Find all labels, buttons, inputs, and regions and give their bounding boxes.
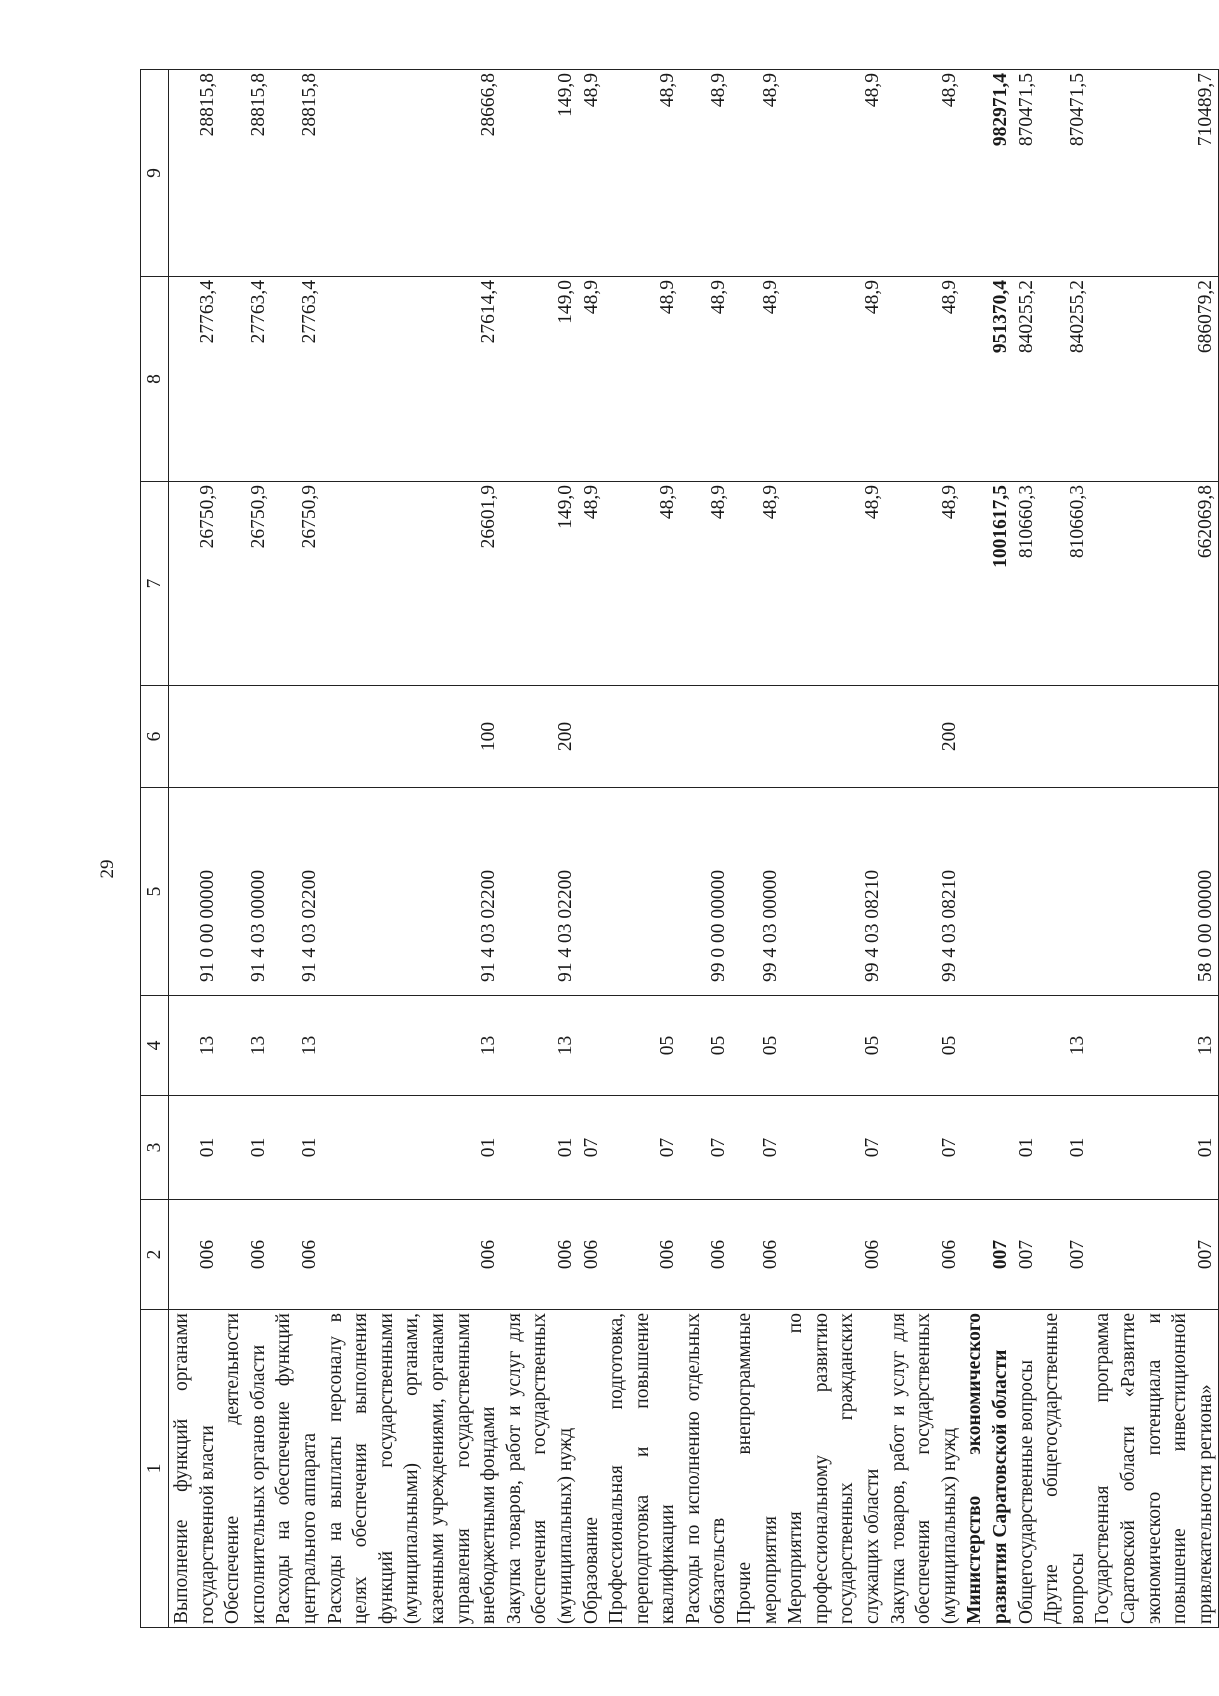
table-body bbox=[169, 70, 1219, 1628]
amount-year2-cell: 48,9 bbox=[783, 277, 885, 482]
expense-type-cell bbox=[579, 686, 605, 788]
target-article-cell: 99 4 03 08210 bbox=[783, 788, 885, 996]
expense-type-cell bbox=[1090, 686, 1218, 788]
table-row bbox=[1039, 70, 1090, 1628]
row-name-cell: Другие общегосударственные вопросы bbox=[1039, 1310, 1090, 1628]
amount-year2-cell: 27763,4 bbox=[271, 277, 322, 482]
column-header: 9 bbox=[141, 70, 169, 277]
amount-year3-cell: 48,9 bbox=[579, 70, 605, 277]
table-row bbox=[169, 70, 221, 1628]
amount-year3-cell: 28815,8 bbox=[271, 70, 322, 277]
table-row bbox=[579, 70, 605, 1628]
amount-year3-cell: 28815,8 bbox=[169, 70, 221, 277]
ministry-code-cell: 007 bbox=[1014, 1200, 1040, 1310]
column-header: 5 bbox=[141, 788, 169, 996]
section-code-cell: 01 bbox=[1014, 1096, 1040, 1200]
subsection-code-cell bbox=[1014, 996, 1040, 1096]
expense-type-cell: 200 bbox=[886, 686, 963, 788]
row-name-cell: Общегосударственные вопросы bbox=[1014, 1310, 1040, 1628]
amount-year1-cell: 26750,9 bbox=[169, 482, 221, 686]
section-code-cell: 01 bbox=[502, 1096, 579, 1200]
amount-year1-cell: 810660,3 bbox=[1014, 482, 1040, 686]
table-row bbox=[886, 70, 963, 1628]
expense-type-cell bbox=[962, 686, 1013, 788]
ministry-code-cell: 006 bbox=[681, 1200, 732, 1310]
amount-year3-cell: 710489,7 bbox=[1090, 70, 1218, 277]
amount-year1-cell: 26601,9 bbox=[323, 482, 502, 686]
subsection-code-cell: 05 bbox=[783, 996, 885, 1096]
ministry-code-cell: 006 bbox=[783, 1200, 885, 1310]
table-row bbox=[220, 70, 271, 1628]
ministry-code-cell: 006 bbox=[579, 1200, 605, 1310]
row-name-cell: Расходы на выплаты персоналу в целях обеспечения выполнения функций государственными (муниципальными) органами, казенными учреждениями, органами управления государственными внебюджетными фондами bbox=[323, 1310, 502, 1628]
amount-year2-cell: 840255,2 bbox=[1039, 277, 1090, 482]
ministry-code-cell: 006 bbox=[502, 1200, 579, 1310]
table-row bbox=[604, 70, 681, 1628]
row-name-cell: Образование bbox=[579, 1310, 605, 1628]
target-article-cell bbox=[962, 788, 1013, 996]
amount-year2-cell: 48,9 bbox=[886, 277, 963, 482]
column-header: 6 bbox=[141, 686, 169, 788]
amount-year2-cell: 27614,4 bbox=[323, 277, 502, 482]
amount-year2-cell: 686079,2 bbox=[1090, 277, 1218, 482]
expense-type-cell bbox=[220, 686, 271, 788]
section-code-cell: 07 bbox=[886, 1096, 963, 1200]
target-article-cell: 91 4 03 02200 bbox=[502, 788, 579, 996]
row-name-cell: Обеспечение деятельности исполнительных органов области bbox=[220, 1310, 271, 1628]
subsection-code-cell: 13 bbox=[1039, 996, 1090, 1096]
expense-type-cell bbox=[604, 686, 681, 788]
subsection-code-cell: 13 bbox=[271, 996, 322, 1096]
section-code-cell bbox=[962, 1096, 1013, 1200]
amount-year2-cell: 48,9 bbox=[579, 277, 605, 482]
amount-year3-cell: 48,9 bbox=[732, 70, 783, 277]
subsection-code-cell bbox=[579, 996, 605, 1096]
expense-type-cell bbox=[681, 686, 732, 788]
column-header: 2 bbox=[141, 1200, 169, 1310]
target-article-cell: 91 0 00 00000 bbox=[169, 788, 221, 996]
amount-year1-cell: 48,9 bbox=[579, 482, 605, 686]
row-name-cell: Закупка товаров, работ и услуг для обеспечения государственных (муниципальных) нужд bbox=[886, 1310, 963, 1628]
subsection-code-cell: 13 bbox=[220, 996, 271, 1096]
subsection-code-cell: 05 bbox=[732, 996, 783, 1096]
ministry-code-cell: 006 bbox=[220, 1200, 271, 1310]
ministry-code-cell: 007 bbox=[1090, 1200, 1218, 1310]
amount-year3-cell: 48,9 bbox=[783, 70, 885, 277]
expense-type-cell bbox=[1039, 686, 1090, 788]
amount-year3-cell: 870471,5 bbox=[1014, 70, 1040, 277]
expense-type-cell: 200 bbox=[502, 686, 579, 788]
table-row bbox=[1014, 70, 1040, 1628]
amount-year3-cell: 28815,8 bbox=[220, 70, 271, 277]
amount-year1-cell: 48,9 bbox=[783, 482, 885, 686]
expense-type-cell bbox=[1014, 686, 1040, 788]
amount-year2-cell: 48,9 bbox=[604, 277, 681, 482]
expense-type-cell bbox=[783, 686, 885, 788]
target-article-cell: 91 4 03 02200 bbox=[323, 788, 502, 996]
amount-year1-cell: 48,9 bbox=[886, 482, 963, 686]
amount-year3-cell: 28666,8 bbox=[323, 70, 502, 277]
section-code-cell: 01 bbox=[1090, 1096, 1218, 1200]
row-name-cell: Закупка товаров, работ и услуг для обеспечения государственных (муниципальных) нужд bbox=[502, 1310, 579, 1628]
subsection-code-cell: 13 bbox=[323, 996, 502, 1096]
amount-year3-cell: 870471,5 bbox=[1039, 70, 1090, 277]
amount-year1-cell: 26750,9 bbox=[220, 482, 271, 686]
expense-type-cell bbox=[169, 686, 221, 788]
row-name-cell: Расходы на обеспечение функций центрального аппарата bbox=[271, 1310, 322, 1628]
amount-year2-cell: 27763,4 bbox=[169, 277, 221, 482]
page-number: 29 bbox=[97, 859, 118, 879]
amount-year3-cell: 48,9 bbox=[886, 70, 963, 277]
amount-year1-cell: 149,0 bbox=[502, 482, 579, 686]
amount-year1-cell: 48,9 bbox=[604, 482, 681, 686]
column-header: 1 bbox=[141, 1310, 169, 1628]
section-code-cell: 07 bbox=[783, 1096, 885, 1200]
amount-year2-cell: 951370,4 bbox=[962, 277, 1013, 482]
section-code-cell: 07 bbox=[732, 1096, 783, 1200]
target-article-cell: 91 4 03 02200 bbox=[271, 788, 322, 996]
row-name-cell: Государственная программа Саратовской области «Развитие экономического потенциала и повышение инвестиционной привлекательности региона» bbox=[1090, 1310, 1218, 1628]
amount-year1-cell: 810660,3 bbox=[1039, 482, 1090, 686]
amount-year1-cell: 1001617,5 bbox=[962, 482, 1013, 686]
expense-type-cell: 100 bbox=[323, 686, 502, 788]
ministry-code-cell: 006 bbox=[604, 1200, 681, 1310]
table-row bbox=[271, 70, 322, 1628]
section-code-cell: 01 bbox=[271, 1096, 322, 1200]
amount-year3-cell: 48,9 bbox=[604, 70, 681, 277]
ministry-code-cell: 007 bbox=[1039, 1200, 1090, 1310]
column-header: 7 bbox=[141, 482, 169, 686]
budget-table bbox=[140, 69, 1219, 1628]
target-article-cell: 99 4 03 08210 bbox=[886, 788, 963, 996]
header-row bbox=[141, 70, 169, 1628]
expense-type-cell bbox=[271, 686, 322, 788]
target-article-cell bbox=[1014, 788, 1040, 996]
subsection-code-cell: 05 bbox=[886, 996, 963, 1096]
amount-year3-cell: 982971,4 bbox=[962, 70, 1013, 277]
subsection-code-cell: 05 bbox=[604, 996, 681, 1096]
table-row bbox=[681, 70, 732, 1628]
section-code-cell: 01 bbox=[220, 1096, 271, 1200]
subsection-code-cell bbox=[962, 996, 1013, 1096]
column-header: 8 bbox=[141, 277, 169, 482]
row-name-cell: Профессиональная подготовка, переподготовка и повышение квалификации bbox=[604, 1310, 681, 1628]
row-name-cell: Расходы по исполнению отдельных обязательств bbox=[681, 1310, 732, 1628]
table-row bbox=[962, 70, 1013, 1628]
amount-year2-cell: 48,9 bbox=[732, 277, 783, 482]
target-article-cell: 58 0 00 00000 bbox=[1090, 788, 1218, 996]
expense-type-cell bbox=[732, 686, 783, 788]
target-article-cell: 91 4 03 00000 bbox=[220, 788, 271, 996]
target-article-cell bbox=[604, 788, 681, 996]
target-article-cell bbox=[1039, 788, 1090, 996]
column-header: 3 bbox=[141, 1096, 169, 1200]
subsection-code-cell: 05 bbox=[681, 996, 732, 1096]
row-name-cell: Министерство экономического развития Саратовской области bbox=[962, 1310, 1013, 1628]
ministry-code-cell: 006 bbox=[169, 1200, 221, 1310]
table-row bbox=[502, 70, 579, 1628]
amount-year3-cell: 149,0 bbox=[502, 70, 579, 277]
subsection-code-cell: 13 bbox=[502, 996, 579, 1096]
amount-year2-cell: 27763,4 bbox=[220, 277, 271, 482]
table-row bbox=[323, 70, 502, 1628]
amount-year1-cell: 26750,9 bbox=[271, 482, 322, 686]
amount-year2-cell: 48,9 bbox=[681, 277, 732, 482]
target-article-cell: 99 0 00 00000 bbox=[681, 788, 732, 996]
subsection-code-cell: 13 bbox=[1090, 996, 1218, 1096]
amount-year2-cell: 149,0 bbox=[502, 277, 579, 482]
section-code-cell: 01 bbox=[169, 1096, 221, 1200]
amount-year1-cell: 48,9 bbox=[732, 482, 783, 686]
row-name-cell: Прочие внепрограммные мероприятия bbox=[732, 1310, 783, 1628]
ministry-code-cell: 006 bbox=[271, 1200, 322, 1310]
amount-year3-cell: 48,9 bbox=[681, 70, 732, 277]
ministry-code-cell: 006 bbox=[732, 1200, 783, 1310]
ministry-code-cell: 006 bbox=[323, 1200, 502, 1310]
section-code-cell: 07 bbox=[681, 1096, 732, 1200]
table-row bbox=[1090, 70, 1218, 1628]
amount-year1-cell: 662069,8 bbox=[1090, 482, 1218, 686]
ministry-code-cell: 007 bbox=[962, 1200, 1013, 1310]
target-article-cell: 99 4 03 00000 bbox=[732, 788, 783, 996]
section-code-cell: 01 bbox=[323, 1096, 502, 1200]
table-row bbox=[732, 70, 783, 1628]
amount-year2-cell: 840255,2 bbox=[1014, 277, 1040, 482]
ministry-code-cell: 006 bbox=[886, 1200, 963, 1310]
section-code-cell: 07 bbox=[604, 1096, 681, 1200]
table-row bbox=[783, 70, 885, 1628]
rotated-table-sheet bbox=[140, 70, 1216, 1628]
column-header: 4 bbox=[141, 996, 169, 1096]
amount-year1-cell: 48,9 bbox=[681, 482, 732, 686]
target-article-cell bbox=[579, 788, 605, 996]
subsection-code-cell: 13 bbox=[169, 996, 221, 1096]
section-code-cell: 07 bbox=[579, 1096, 605, 1200]
row-name-cell: Выполнение функций органами государственной власти bbox=[169, 1310, 221, 1628]
section-code-cell: 01 bbox=[1039, 1096, 1090, 1200]
row-name-cell: Мероприятия по профессиональному развитию государственных гражданских служащих области bbox=[783, 1310, 885, 1628]
